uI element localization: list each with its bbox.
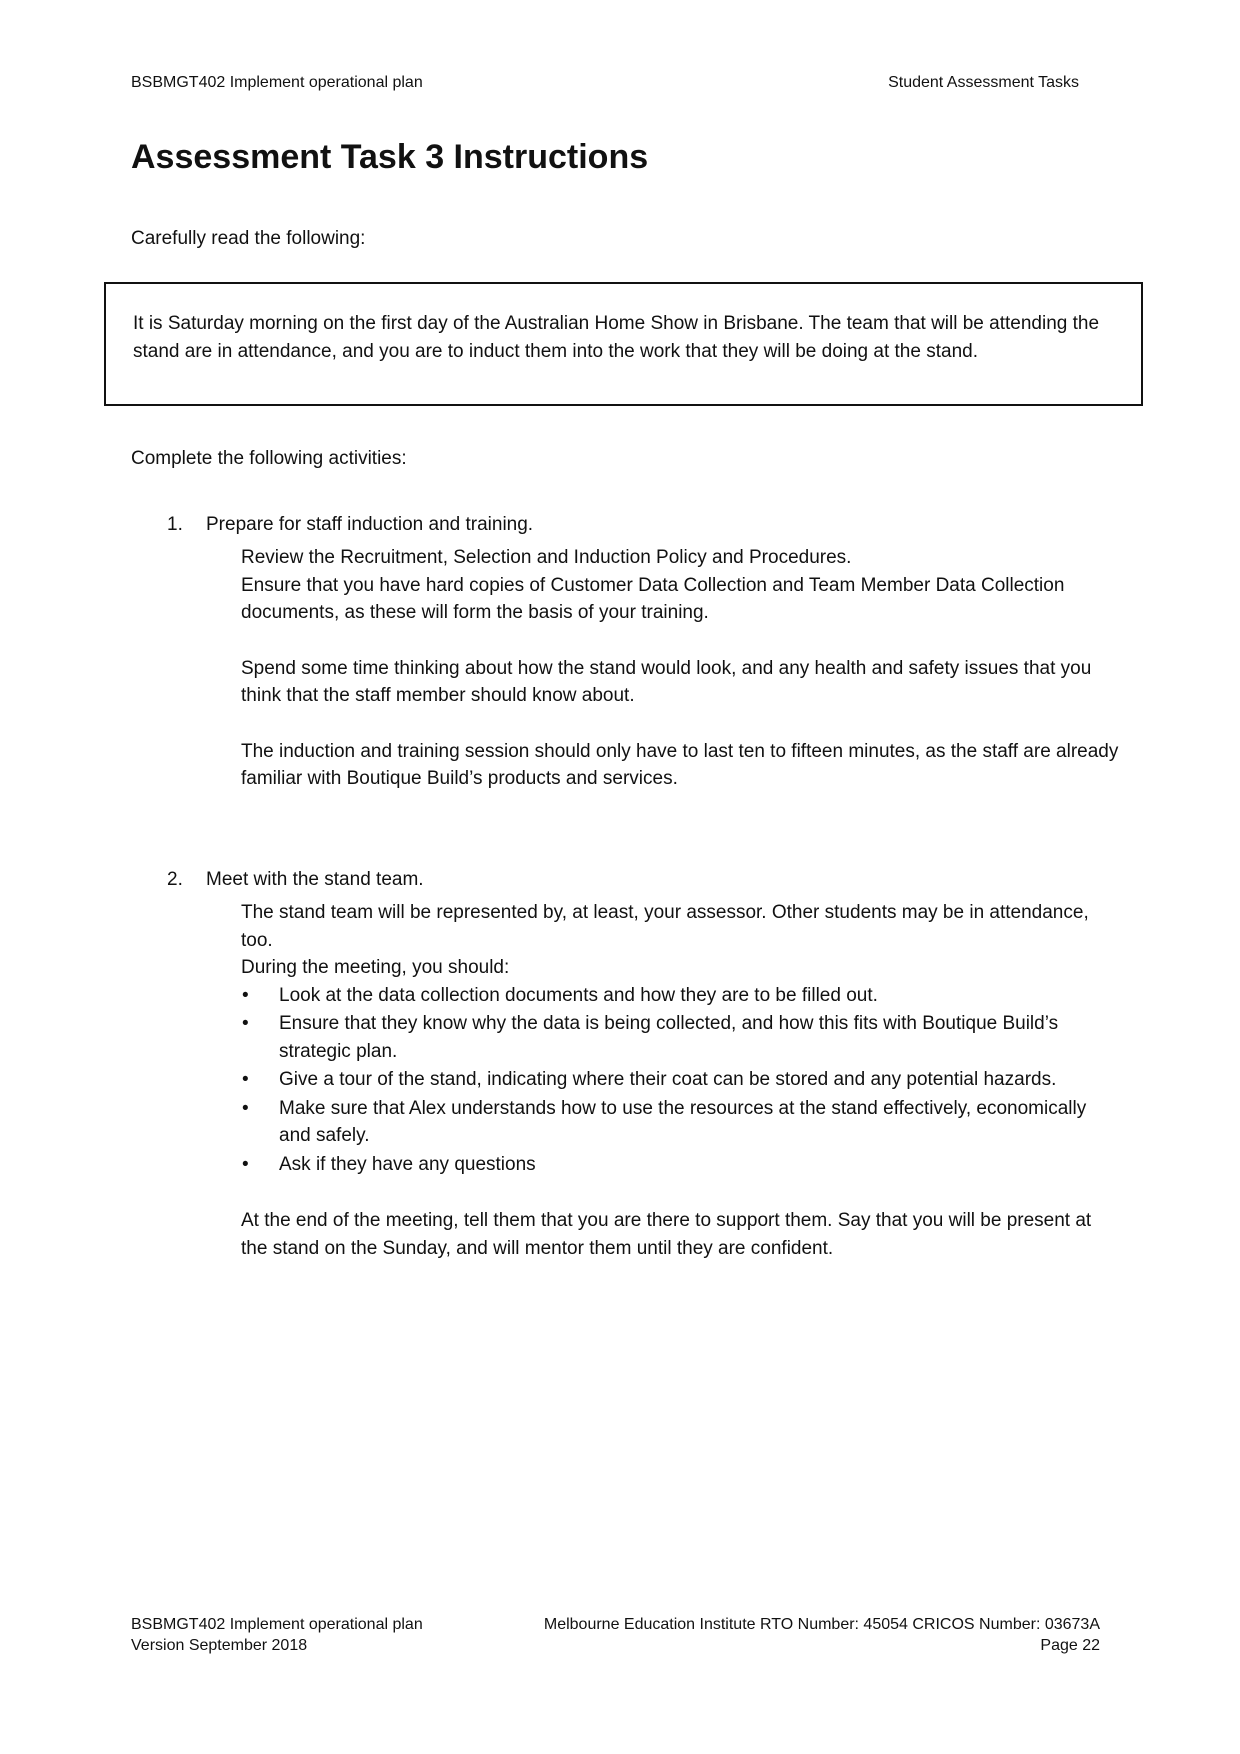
bullet-text: Ask if they have any questions [279, 1153, 536, 1175]
activity-2-number: 2. [167, 869, 183, 890]
footer-version: Version September 2018 [131, 1637, 308, 1654]
activity-1-body [241, 544, 1121, 793]
footer-right [544, 1614, 1100, 1656]
page-title: Assessment Task 3 Instructions [131, 138, 649, 176]
activity-2-para2: During the meeting, you should: [241, 957, 510, 978]
page-footer [131, 1614, 1100, 1656]
activity-1-heading-row [167, 514, 1121, 536]
bullet-text: Make sure that Alex understands how to use the resources at the stand effectively, economically and safely. [279, 1097, 1087, 1146]
page-header [131, 74, 1079, 92]
bullet-icon: • [242, 1069, 249, 1090]
footer-left [131, 1614, 423, 1656]
scenario-text: It is Saturday morning on the first day of the Australian Home Show in Brisbane. The team that will be attending the stand are in attendance, and you are to induct them into the work that they will be doing at the stand. [133, 313, 1100, 362]
activity-2-body [241, 899, 1121, 1262]
activity-2-closing: At the end of the meeting, tell them that you are there to support them. Say that you will be present at the stand on the Sunday, and will mentor them until they are confident. [241, 1210, 1092, 1259]
activity-1-para2: Spend some time thinking about how the stand would look, and any health and safety issues that you think that the staff member should know about. [241, 657, 1092, 706]
bullet-item [241, 982, 1121, 1010]
activity-1-para1-line2: Ensure that you have hard copies of Customer Data Collection and Team Member Data Collection documents, as these will form the basis of your training. [241, 574, 1065, 623]
bullet-text: Look at the data collection documents and how they are to be filled out. [279, 984, 878, 1006]
footer-unit-title: BSBMGT402 Implement operational plan [131, 1616, 423, 1633]
bullet-icon: • [242, 984, 249, 1006]
bullet-icon: • [242, 1097, 249, 1119]
bullet-text: Ensure that they know why the data is being collected, and how this fits with Boutique Build’s strategic plan. [279, 1013, 1059, 1062]
header-section-title: Student Assessment Tasks [888, 74, 1079, 91]
activity-2-bullet-list [241, 982, 1121, 1179]
activity-1-para1-line1: Review the Recruitment, Selection and Induction Policy and Procedures. [241, 547, 852, 568]
bullet-item [241, 1151, 1121, 1179]
activity-2 [167, 869, 1121, 1262]
activity-1-number: 1. [167, 514, 183, 535]
intro-text: Carefully read the following: [131, 228, 366, 249]
header-unit-title: BSBMGT402 Implement operational plan [131, 74, 423, 91]
bullet-item [241, 1095, 1121, 1150]
scenario-box [104, 282, 1143, 406]
activity-1-para3: The induction and training session should only have to last ten to fifteen minutes, as the staff are already familiar with Boutique Build’s products and services. [241, 740, 1119, 789]
activities-intro: Complete the following activities: [131, 448, 407, 469]
footer-rto-info: Melbourne Education Institute RTO Number: 45054 CRICOS Number: 03673A [543, 1616, 1100, 1633]
activity-2-para1: The stand team will be represented by, at least, your assessor. Other students may be in attendance, too. [241, 902, 1089, 951]
bullet-icon: • [242, 1013, 249, 1034]
footer-page-number: Page 22 [1040, 1637, 1100, 1654]
activity-1 [167, 514, 1121, 793]
bullet-item [241, 1010, 1121, 1065]
activity-1-heading: Prepare for staff induction and training. [206, 514, 534, 535]
activity-2-heading: Meet with the stand team. [206, 869, 424, 890]
bullet-item [241, 1066, 1121, 1094]
bullet-icon: • [242, 1153, 249, 1175]
bullet-text: Give a tour of the stand, indicating where their coat can be stored and any potential hazards. [279, 1069, 1057, 1090]
activity-2-heading-row [167, 869, 1121, 891]
